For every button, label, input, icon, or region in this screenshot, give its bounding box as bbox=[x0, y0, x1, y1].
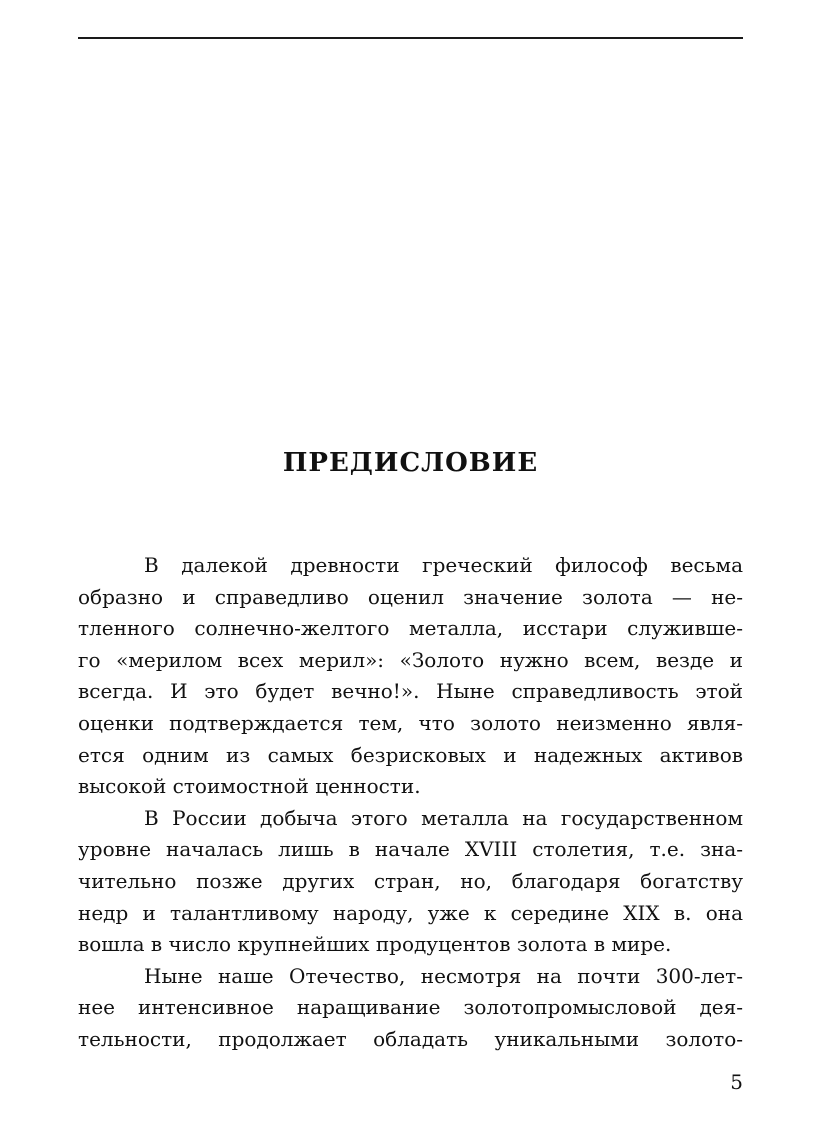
text-line: В России добыча этого металла на государственном bbox=[144, 805, 743, 830]
page-number: 5 bbox=[730, 1070, 743, 1094]
text-line: Ныне наше Отечество, несмотря на почти 300-лет- bbox=[144, 963, 743, 988]
top-rule bbox=[78, 37, 743, 39]
text-line: недр и талантливому народу, уже к середине XIX в. она bbox=[78, 900, 743, 925]
text-line: уровне началась лишь в начале XVIII столетия, т.е. зна- bbox=[78, 837, 743, 862]
text-line: В далекой древности греческий философ весьма bbox=[144, 553, 743, 577]
paragraph-1 bbox=[78, 550, 743, 803]
text-line: вошла в число крупнейших продуцентов золота в мире. bbox=[78, 932, 672, 957]
text-line: высокой стоимостной ценности. bbox=[78, 774, 421, 799]
paragraph-3 bbox=[78, 961, 743, 1056]
text-line: тленного солнечно-желтого металла, исстари служивше- bbox=[78, 616, 743, 641]
text-line: чительно позже других стран, но, благодаря богатству bbox=[78, 868, 743, 893]
text-line: го «мерилом всех мерил»: «Золото нужно всем, везде и bbox=[78, 647, 743, 672]
text-line: оценки подтверждается тем, что золото неизменно явля- bbox=[78, 710, 743, 735]
text-line: ется одним из самых безрисковых и надежных активов bbox=[78, 742, 743, 767]
body-text bbox=[78, 550, 743, 1056]
text-line: всегда. И это будет вечно!». Ныне справедливость этой bbox=[78, 679, 743, 704]
text-line: тельности, продолжает обладать уникальными золото- bbox=[78, 1026, 743, 1051]
page-title: ПРЕДИСЛОВИЕ bbox=[282, 448, 539, 478]
text-line: образно и справедливо оценил значение золота — не- bbox=[78, 584, 743, 609]
text-line: нее интенсивное наращивание золотопромысловой дея- bbox=[78, 995, 743, 1020]
paragraph-2 bbox=[78, 803, 743, 961]
